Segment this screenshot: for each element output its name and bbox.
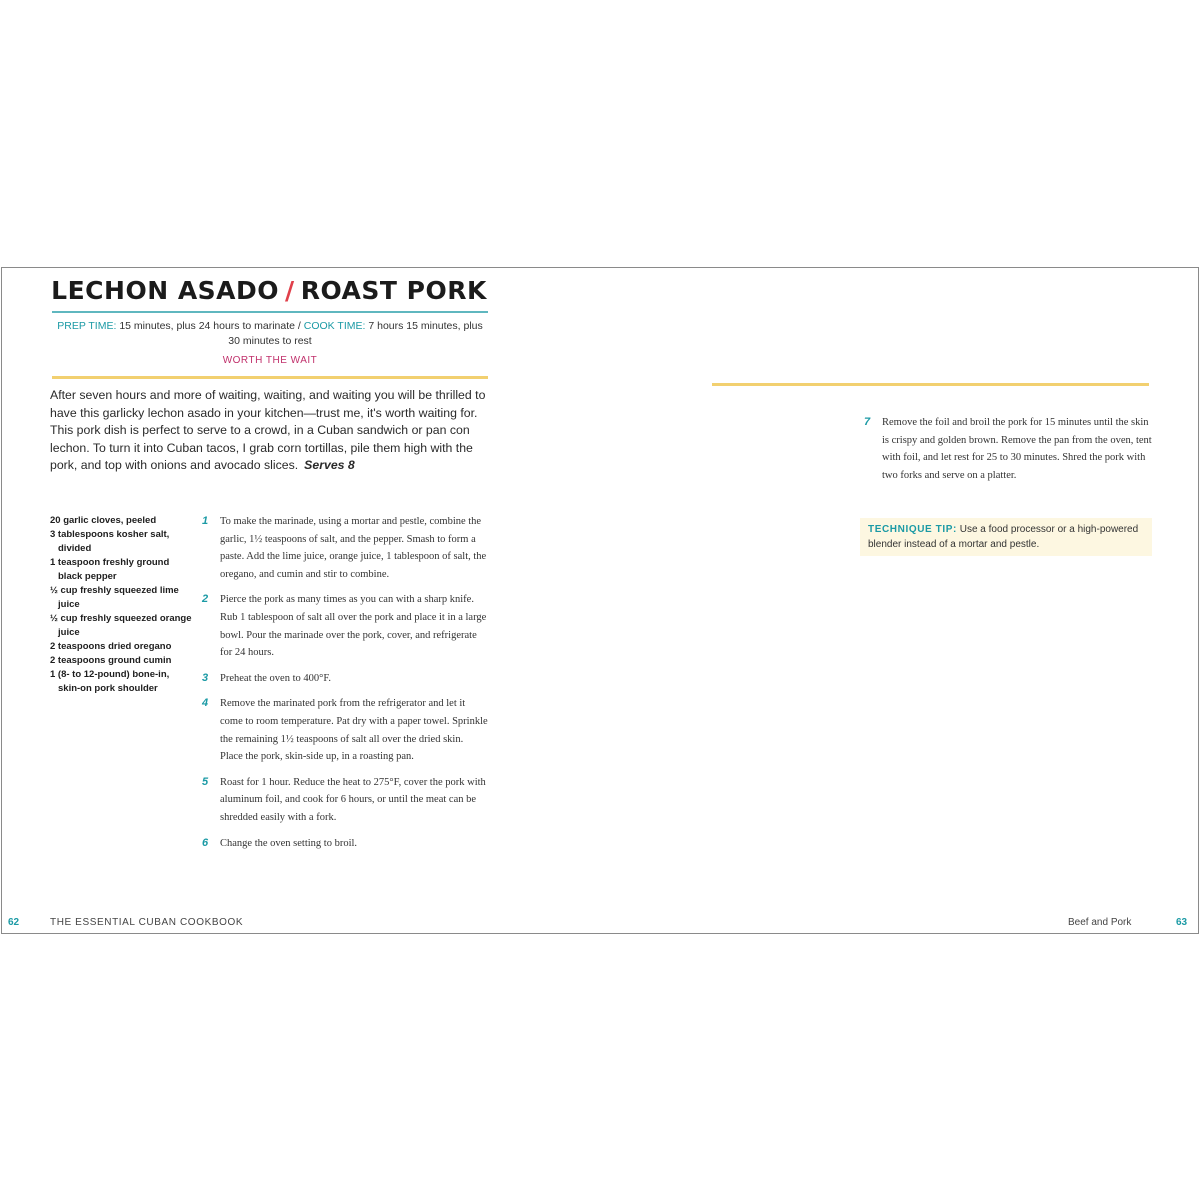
instruction-list-continued (864, 414, 1152, 484)
step-text: Remove the marinated pork from the refrigerator and let it come to room temperature. Pat dry with a paper towel. Sprinkle the remaining 1½ teaspoons of salt all over the dried skin. Place the pork, skin-side up, in a roasting pan. (220, 698, 488, 763)
prep-time-value: 15 minutes, plus 24 hours to marinate (119, 320, 295, 332)
ingredient-item: ½ cup freshly squeezed orange juice (50, 613, 192, 638)
instruction-step (864, 414, 1152, 484)
left-page-number: 62 (8, 917, 20, 928)
step-text: Preheat the oven to 400°F. (220, 672, 331, 684)
step-text: To make the marinade, using a mortar and pestle, combine the garlic, 1½ teaspoons of salt, and the pepper. Smash to form a paste. Add the lime juice, orange juice, 1 tablespoon of salt, the oregano, and cumin and stir to combine. (220, 516, 487, 580)
ingredient-item: 1 teaspoon freshly ground black pepper (50, 557, 170, 582)
ingredient-item: 20 garlic cloves, peeled (50, 515, 157, 526)
step-number: 3 (202, 671, 209, 684)
book-spread (1, 267, 1199, 934)
recipe-times (52, 319, 488, 349)
ingredient-item: 1 (8- to 12-pound) bone-in, skin-on pork shoulder (50, 669, 170, 694)
ingredient-item: 3 tablespoons kosher salt, divided (50, 529, 170, 554)
recipe-title-english: ROAST PORK (300, 276, 487, 305)
recipe-tag: WORTH THE WAIT (222, 355, 318, 366)
step-text: Remove the foil and broil the pork for 15 minutes until the skin is crispy and golden brown. Remove the pan from the oven, tent with foil, and let rest for 25 to 30 minutes. Shred the pork with two forks and serve on a platter. (882, 417, 1152, 481)
title-slash: / (285, 276, 295, 305)
instruction-step (202, 591, 488, 661)
instruction-step (202, 513, 488, 583)
step-number: 5 (202, 775, 209, 788)
technique-tip-box (860, 518, 1152, 556)
tip-text: Use a food processor or a high-powered blender instead of a mortar and pestle. (868, 524, 1139, 550)
step-number: 4 (202, 697, 209, 710)
step-number: 1 (202, 515, 209, 527)
instruction-step (202, 695, 488, 765)
serves-count: Serves 8 (304, 458, 355, 473)
instruction-step (202, 774, 488, 827)
intro-text: After seven hours and more of waiting, waiting, and waiting you will be thrilled to have this garlicky lechon asado in your kitchen—trust me, it's worth waiting for. This pork dish is perfect to serve to a crowd, in a Cuban sandwich or pan con lechon. To turn it into Cuban tacos, I grab corn tortillas, pile them high with the pork, and top with onions and avocado slices. (50, 388, 486, 473)
right-page-divider (712, 383, 1149, 386)
tip-label: TECHNIQUE TIP: (868, 524, 957, 535)
step-number: 7 (864, 416, 871, 428)
ingredient-list (50, 514, 192, 696)
time-separator: / (295, 320, 304, 332)
right-page-number: 63 (1176, 917, 1188, 928)
ingredient-item: 2 teaspoons ground cumin (50, 655, 172, 666)
ingredient-item: ½ cup freshly squeezed lime juice (50, 585, 179, 610)
instruction-step (202, 835, 488, 853)
step-number: 6 (202, 836, 209, 849)
prep-time-label: PREP TIME: (57, 320, 117, 332)
recipe-intro (50, 387, 490, 475)
cook-time-label: COOK TIME: (303, 320, 366, 332)
step-text: Pierce the pork as many times as you can with a sharp knife. Rub 1 tablespoon of salt all over the pork and place it in a large bowl. Pour the marinade over the pork, cover, and refrigerate for 24 hours. (220, 594, 487, 659)
recipe-title (50, 276, 488, 305)
instruction-step (202, 670, 488, 688)
ingredient-item: 2 teaspoons dried oregano (50, 641, 172, 652)
cook-time-value: 7 hours 15 minutes, plus 30 minutes to rest (228, 320, 483, 347)
recipe-title-spanish: LECHON ASADO (51, 276, 280, 305)
left-running-head: THE ESSENTIAL CUBAN COOKBOOK (50, 917, 244, 928)
step-text: Change the oven setting to broil. (220, 837, 358, 849)
instruction-list (202, 513, 488, 860)
right-running-head: Beef and Pork (1068, 917, 1132, 928)
header-divider (52, 376, 488, 379)
step-number: 2 (202, 593, 209, 606)
title-divider (52, 311, 488, 313)
step-text: Roast for 1 hour. Reduce the heat to 275°F, cover the pork with aluminum foil, and cook for 6 hours, or until the meat can be shredded easily with a fork. (220, 776, 486, 823)
